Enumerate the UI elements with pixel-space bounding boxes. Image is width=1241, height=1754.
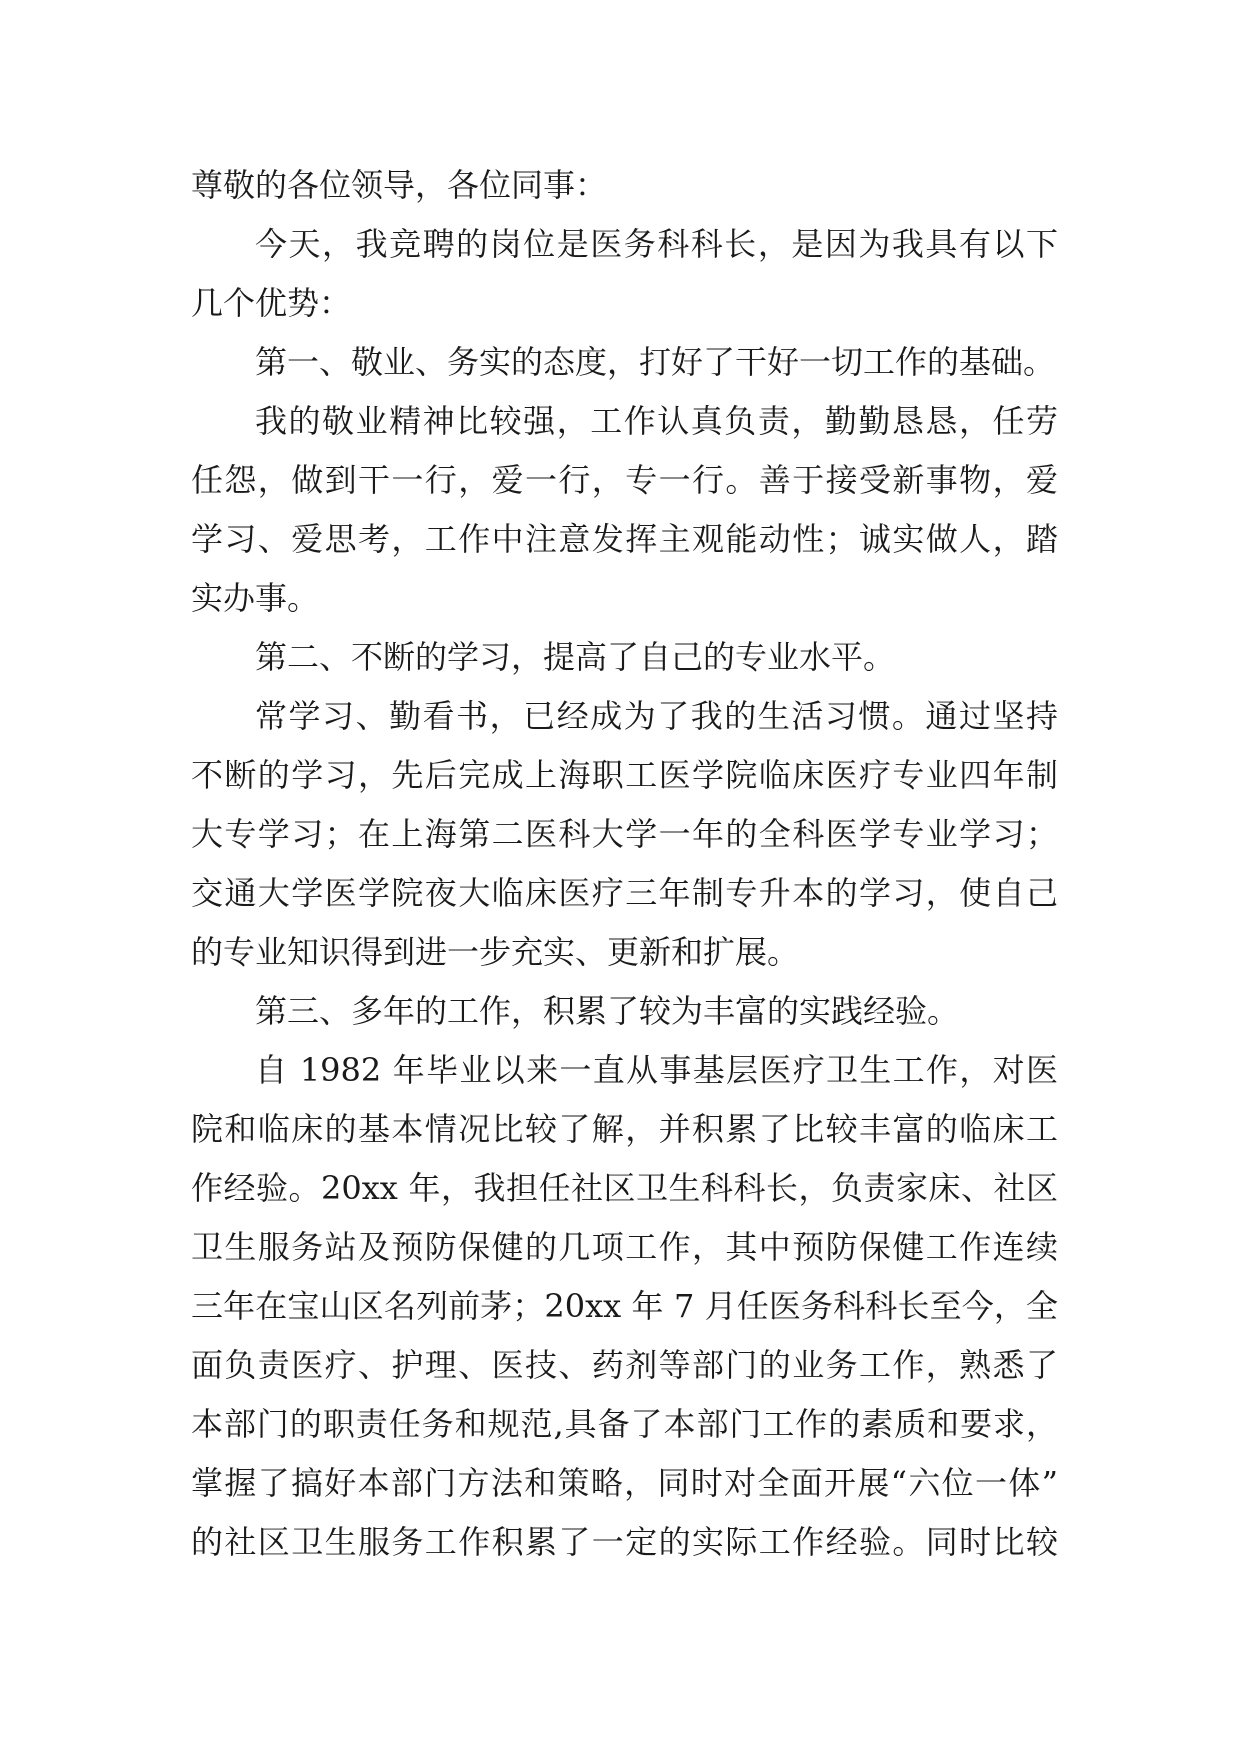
text-line: 第二、不断的学习，提高了自己的专业水平。	[255, 638, 896, 676]
document-body	[191, 156, 1058, 1572]
text-line: 自 1982 年毕业以来一直从事基层医疗卫生工作，对医	[255, 1051, 1058, 1089]
text-line: 常学习、勤看书，已经成为了我的生活习惯。通过坚持	[255, 697, 1058, 735]
text-line: 院和临床的基本情况比较了解，并积累了比较丰富的临床工	[191, 1110, 1058, 1148]
text-line: 掌握了搞好本部门方法和策略，同时对全面开展“六位一体”	[191, 1464, 1058, 1502]
paragraph-third-point	[191, 1041, 1058, 1572]
text-line: 的专业知识得到进一步充实、更新和扩展。	[191, 933, 800, 971]
text-line: 任怨，做到干一行，爱一行，专一行。善于接受新事物，爱	[191, 461, 1058, 499]
text-line: 实办事。	[191, 579, 320, 617]
text-line: 尊敬的各位领导，各位同事：	[191, 166, 608, 204]
text-line: 的社区卫生服务工作积累了一定的实际工作经验。同时比较	[191, 1523, 1058, 1561]
salutation	[191, 156, 1058, 215]
text-line: 学习、爱思考，工作中注意发挥主观能动性；诚实做人，踏	[191, 520, 1058, 558]
text-line: 三年在宝山区名列前茅；20xx 年 7 月任医务科科长至今，全	[191, 1287, 1058, 1325]
paragraph-second-point	[191, 687, 1058, 982]
text-line: 交通大学医学院夜大临床医疗三年制专升本的学习，使自己	[191, 874, 1058, 912]
text-line: 本部门的职责任务和规范,具备了本部门工作的素质和要求，	[191, 1405, 1058, 1443]
text-line: 作经验。20xx 年，我担任社区卫生科科长，负责家床、社区	[191, 1169, 1058, 1207]
text-line: 面负责医疗、护理、医技、药剂等部门的业务工作，熟悉了	[191, 1346, 1058, 1384]
text-line: 卫生服务站及预防保健的几项工作，其中预防保健工作连续	[191, 1228, 1058, 1266]
text-line: 几个优势：	[191, 284, 352, 322]
paragraph-first-point	[191, 392, 1058, 628]
text-line: 不断的学习，先后完成上海职工医学院临床医疗专业四年制	[191, 756, 1058, 794]
text-line: 大专学习；在上海第二医科大学一年的全科医学专业学习；	[191, 815, 1058, 853]
text-line: 第三、多年的工作，积累了较为丰富的实践经验。	[255, 992, 960, 1030]
paragraph-intro	[191, 215, 1058, 333]
heading-first-point	[191, 333, 1058, 392]
text-line: 我的敬业精神比较强，工作认真负责，勤勤恳恳，任劳	[255, 402, 1058, 440]
text-line: 今天，我竞聘的岗位是医务科科长，是因为我具有以下	[255, 225, 1058, 263]
heading-third-point	[191, 982, 1058, 1041]
text-line: 第一、敬业、务实的态度，打好了干好一切工作的基础。	[255, 343, 1056, 381]
heading-second-point	[191, 628, 1058, 687]
